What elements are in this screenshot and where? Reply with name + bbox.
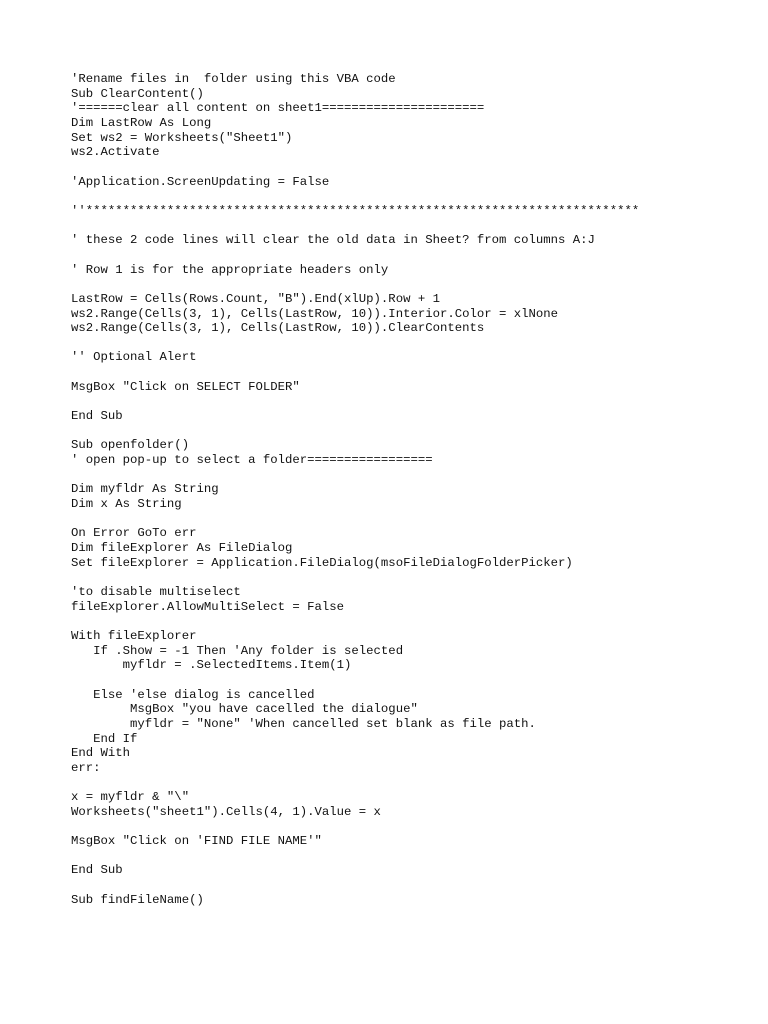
code-line: Else 'else dialog is cancelled <box>71 687 315 702</box>
code-line: fileExplorer.AllowMultiSelect = False <box>71 599 345 614</box>
code-document <box>71 72 751 922</box>
code-line: 'Rename files in folder using this VBA code <box>71 72 396 86</box>
code-line: '' Optional Alert <box>71 350 197 365</box>
code-line: End If <box>71 731 138 746</box>
code-line: 'to disable multiselect <box>71 584 241 599</box>
code-line: Dim x As String <box>71 497 182 512</box>
code-line: If .Show = -1 Then 'Any folder is selected <box>71 643 404 658</box>
code-line <box>71 424 751 439</box>
code-line: ws2.Range(Cells(3, 1), Cells(LastRow, 10)).Interior.Color = xlNone <box>71 306 559 321</box>
code-line: Sub findFileName() <box>71 892 204 907</box>
code-line: Sub ClearContent() <box>71 86 204 101</box>
code-line <box>71 336 751 351</box>
code-line: Dim myfldr As String <box>71 482 219 497</box>
code-line: myfldr = .SelectedItems.Item(1) <box>71 658 352 673</box>
code-line: End Sub <box>71 863 123 878</box>
code-line: Sub openfolder() <box>71 438 190 453</box>
code-line: myfldr = "None" 'When cancelled set blank as file path. <box>71 716 536 731</box>
code-line: 'Application.ScreenUpdating = False <box>71 174 330 189</box>
code-line <box>71 776 751 791</box>
code-line: Worksheets("sheet1").Cells(4, 1).Value = x <box>71 804 381 819</box>
code-line: ws2.Range(Cells(3, 1), Cells(LastRow, 10)).ClearContents <box>71 321 485 336</box>
code-line <box>71 189 751 204</box>
code-line <box>71 673 751 688</box>
code-line: ''*************************************************************************** <box>71 203 640 218</box>
code-line: End Sub <box>71 409 123 424</box>
code-line: ' Row 1 is for the appropriate headers only <box>71 262 389 277</box>
code-line <box>71 907 751 922</box>
code-line <box>71 248 751 263</box>
code-line <box>71 219 751 234</box>
code-line: MsgBox "you have cacelled the dialogue" <box>71 702 418 717</box>
code-line <box>71 277 751 292</box>
code-line <box>71 160 751 175</box>
code-line: x = myfldr & "\" <box>71 790 190 805</box>
code-line: MsgBox "Click on 'FIND FILE NAME'" <box>71 834 322 849</box>
code-line: LastRow = Cells(Rows.Count, "B").End(xlUp).Row + 1 <box>71 291 440 306</box>
code-line: '======clear all content on sheet1====================== <box>71 101 485 116</box>
code-line <box>71 570 751 585</box>
code-line <box>71 819 751 834</box>
code-line: ws2.Activate <box>71 145 160 160</box>
code-line: err: <box>71 760 101 775</box>
code-line <box>71 878 751 893</box>
code-line: Dim LastRow As Long <box>71 115 212 130</box>
code-line: MsgBox "Click on SELECT FOLDER" <box>71 379 300 394</box>
code-line: On Error GoTo err <box>71 526 197 541</box>
code-line: End With <box>71 746 131 761</box>
code-line <box>71 365 751 380</box>
code-line: Dim fileExplorer As FileDialog <box>71 541 293 555</box>
code-line: Set fileExplorer = Application.FileDialog(msoFileDialogFolderPicker) <box>71 555 573 570</box>
code-line <box>71 849 751 864</box>
code-line: ' open pop-up to select a folder================= <box>71 453 433 468</box>
code-line <box>71 468 751 483</box>
code-line <box>71 394 751 409</box>
code-line: Set ws2 = Worksheets("Sheet1") <box>71 130 293 145</box>
code-line: ' these 2 code lines will clear the old data in Sheet? from columns A:J <box>71 233 595 248</box>
code-line <box>71 614 751 629</box>
code-line: With fileExplorer <box>71 628 197 643</box>
code-line <box>71 512 751 527</box>
